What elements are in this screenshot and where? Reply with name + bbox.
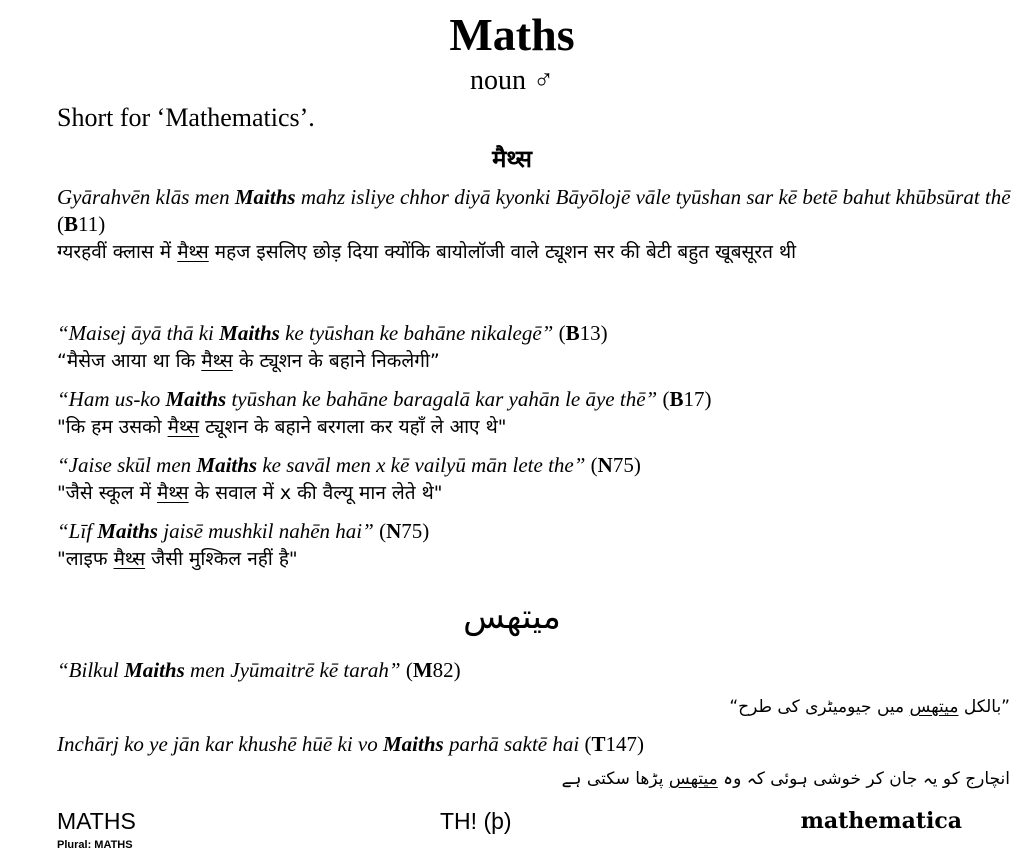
example-2 [57, 320, 1019, 375]
definition: Short for ‘Mathematics’. [57, 103, 315, 132]
example-3 [57, 386, 1019, 441]
example-devanagari: "कि हम उसको मैथ्स ट्यूशन के बहाने बरगला कर यहाँ ले आए थे" [57, 416, 507, 438]
urdu-example-1-translit: “Bilkul Maiths men Jyūmaitrē kē tarah” (M82) [57, 658, 461, 682]
part-of-speech: noun ♂ [470, 65, 554, 96]
example-source: (M82) [400, 658, 461, 682]
example-source: (N75) [585, 453, 641, 477]
urdu-example-2-text: انچارج کو یہ جان کر خوشی ہوئی کہ وہ میتھس پڑھا سکتی ہے [561, 769, 1010, 789]
example-translit: “Līf Maiths jaisē mushkil nahēn hai” [57, 519, 374, 543]
urdu-example-1-text: ”بالکل میتھس میں جیومیٹری کی طرح“ [729, 697, 1010, 717]
example-5 [57, 518, 1019, 573]
example-translit: Gyārahvēn klās men Maiths mahz isliye chhor diyā kyonki Bāyōlojē vāle tyūshan sar kē betē bahut khūbsūrat thē [57, 185, 1011, 209]
example-translit: “Maisej āyā thā ki Maiths ke tyūshan ke bahāne nikalegē” [57, 321, 554, 345]
example-devanagari: “मैसेज आया था कि मैथ्स के ट्यूशन के बहाने निकलेगी” [57, 350, 440, 372]
footer-word: MATHS [57, 808, 136, 834]
example-source: (N75) [373, 519, 430, 543]
example-devanagari: "लाइफ मैथ्स जैसी मुश्किल नहीं है" [57, 548, 298, 570]
footer-pronunciation: TH! (þ) [440, 808, 512, 834]
headword: Maths [449, 9, 575, 60]
example-4 [57, 452, 1019, 507]
example-translit: “Ham us-ko Maiths tyūshan ke bahāne baragalā kar yahān le āye thē” [57, 387, 658, 411]
example-source: (B13) [553, 321, 608, 345]
example-1 [57, 184, 1019, 266]
example-source: (T147) [579, 732, 644, 756]
example-source: (B17) [657, 387, 712, 411]
urdu-headword: میتھس [463, 597, 561, 637]
example-translit: “Jaise skūl men Maiths ke savāl men x kē vailyū mān lete the” [57, 453, 586, 477]
footer-etymology: mathematica [800, 808, 962, 834]
example-source: (B11) [57, 212, 106, 236]
example-devanagari: ग्यरहवीं क्लास में मैथ्स महज इसलिए छोड़ दिया क्योंकि बायोलॉजी वाले ट्यूशन सर की बेटी बहुत खूबसूरत थी [57, 241, 797, 263]
urdu-example-2-translit: Inchārj ko ye jān kar khushē hūē ki vo Maiths parhā saktē hai (T147) [57, 732, 644, 756]
devanagari-headword: मैथ्स [492, 145, 532, 173]
footer-plural: Plural: MATHS [57, 839, 133, 851]
example-devanagari: "जैसे स्कूल में मैथ्स के सवाल में x की वैल्यू मान लेते थे" [57, 482, 443, 504]
